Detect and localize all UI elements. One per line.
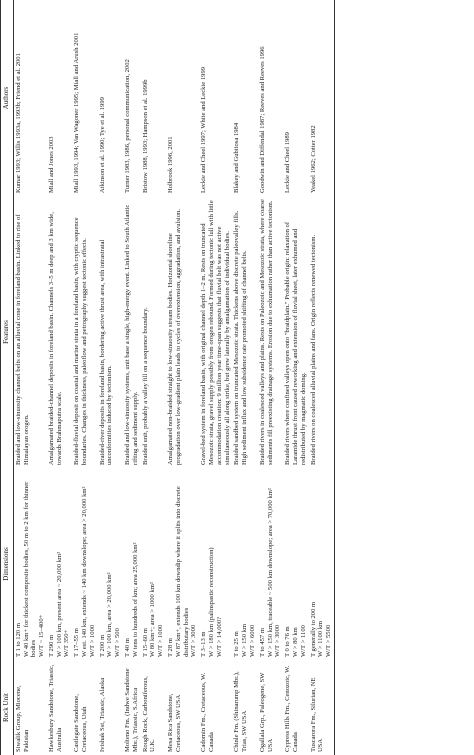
dimension-line: T 1 to 120 m xyxy=(14,623,22,657)
dimension-line: W > 80 km xyxy=(291,627,299,657)
dimensions-cell xyxy=(14,468,48,660)
rock-unit-cell: Cypress Hills Fm., Cenozoic, W. Canada xyxy=(284,665,299,752)
dimension-line: T 200 m xyxy=(98,634,106,657)
dimension-line: T to 25 m xyxy=(233,631,241,657)
header-rock-unit: Rock Unit xyxy=(1,660,14,755)
dimensions-cell xyxy=(73,468,98,660)
table-row xyxy=(124,0,142,755)
dimension-line: W > 100 km, present area ~ 20,000 km² xyxy=(55,551,63,657)
features-cell: Braided unit, probably a valley fill on a sequence boundary. xyxy=(141,307,149,465)
rock-unit-cell: Mesa Rica Sandstone, Cretaceous, SW USA xyxy=(167,693,182,752)
dimension-line: W > 1100 km xyxy=(317,620,325,657)
authors-cell: Yeakel 1962; Cotter 1982 xyxy=(309,0,335,196)
dimension-line: W > 150 km xyxy=(241,623,249,657)
table-row xyxy=(200,0,233,755)
dimensions-cell xyxy=(141,468,166,660)
table-row xyxy=(73,0,98,755)
dimensions-cell xyxy=(98,468,123,660)
dimension-line: W 87 km+, extends 100 km downdip where it splits into discrete distributary bodies xyxy=(174,486,190,657)
dimension-line: T to 457 m xyxy=(258,627,266,657)
dimension-line: W/T > 5500 xyxy=(325,624,333,657)
rock-unit-cell: Hawkesbury Sandstone, Triassic, Australia xyxy=(47,664,63,752)
table-row xyxy=(14,0,48,755)
dimensions-cell xyxy=(167,468,200,660)
header-dimensions: Dimensions xyxy=(1,468,14,660)
dimension-line: W > 180 km (palinspastic reconstruction) xyxy=(208,547,216,657)
table-row xyxy=(141,0,166,755)
rock-unit-cell: Siwalik Group, Miocene, Pakistan xyxy=(14,685,30,752)
dimensions-cell xyxy=(309,468,335,660)
table-row xyxy=(47,0,72,755)
dimension-line: W/T > 3000 xyxy=(274,624,282,657)
rock-unit-cell: Cadomin Fm., Cretaceous, W. Canada xyxy=(200,672,216,752)
dimension-line: W/T > 1000 xyxy=(88,624,96,657)
features-cell: Braided and low-sinuosity systems, unit base a single, high-energy event. Linked to South Atlantic rifting and sediment supply. xyxy=(124,204,139,465)
dimension-line: W/T > 1000 xyxy=(157,624,165,657)
dimension-line: T generally to 200 m xyxy=(309,601,317,657)
rock-unit-cell: Ivishak Sst, Triassic, Alaska xyxy=(98,677,106,752)
features-cell: Amalgamated non-braided straight to low-sinuosity stream bodies. Horizontal shoreline progradation over low-gradient plain leads to cycles of overextension, aggradation, and avulsion. xyxy=(167,209,182,465)
rock-unit-cell: Chinle Fm. (Shinarump Mbr.), Trias, SW USA xyxy=(233,671,249,752)
rock-unit-cell: Molteno Fm. (Indwe Sandstone Mbr.), Triassic, S.Africa xyxy=(124,668,139,752)
rock-unit-cell: Rough Rock, Carboniferous, U.K. xyxy=(141,676,157,752)
dimension-line: W tens to hundreds of km; area 25,000 km² xyxy=(131,542,139,657)
features-cell: Braided and low-sinuosity channel belts on an alluvial cone in foreland basin. Linked to rise of Himalayan orogen. xyxy=(14,214,30,465)
dimension-line: T 3–13 m xyxy=(200,631,208,657)
dimension-line: W/T > 3000 xyxy=(190,624,198,657)
rock-unit-cell: Castlegate Sandstone, Cretaceous, Utah xyxy=(73,694,89,752)
table-row xyxy=(284,0,309,755)
table-row xyxy=(167,0,200,755)
dimension-line: T 28 m xyxy=(167,638,175,657)
dimension-line: T 290 m xyxy=(47,634,55,657)
dimensions-cell xyxy=(200,468,233,660)
dimension-line: W 40 km+ for thickest composite bodies, 50 m to 2 km for thinner bodies xyxy=(22,481,38,657)
table-row xyxy=(258,0,283,755)
dimension-line: W/T > 6000 xyxy=(248,624,256,657)
table-row xyxy=(309,0,335,755)
table-header xyxy=(1,0,14,755)
authors-cell: Bristow 1988, 1993; Hampson et al. 1999b xyxy=(141,79,149,193)
features-cell: Braided rivers in coalesced valleys and plains. Rests on Paleozoic and Mesozoic strata, where coarse sediments fill preexisting drainage systems. Erosion due to exhumation rather than active tectonism. xyxy=(258,199,274,465)
dimensions-cell xyxy=(258,468,283,660)
dimension-line: W/T > 14,000? xyxy=(215,616,223,657)
features-cell: Braided rivers where confined valleys open onto "braidplain." Probable origin: relaxation of Laramide thrust front caused reworking and extension of fluvial sheet, later exhumed and redistributed by magmatic doming. xyxy=(284,221,307,465)
authors-cell: Miall 1993, 1994; Van Wagoner 1995; Miall and Arush 2001 xyxy=(73,32,81,193)
features-cell: Braided-river deposits in foreland basin, bordering active thrust area, with intrastratal unconformities induced by tectonism. xyxy=(98,239,114,465)
dimension-line: W est. 140 km, extends ~ 140 km downslope; area > 20,000 km² xyxy=(81,486,89,657)
header-features: Features xyxy=(1,196,14,468)
features-cell: Gravel-bed system in foreland basin, with original channel depth 1–2 m. Rests on truncated Mesozoic strata, gravel supply possibly from orogen rebound. Formed during tectonic lull with little accommodation creation: 9 million year time-span suggests that fluvial belt was not active simultaneously all along strike, but grew laterally by amalgamation of individual bodies. xyxy=(200,200,231,465)
authors-cell: Turner 1983, 1986, personal communication, 2002 xyxy=(124,59,132,193)
table-body xyxy=(14,0,335,755)
dimension-line: T 15–60 m xyxy=(141,628,149,657)
dimension-line: W/T ~ 15–400+ xyxy=(38,614,46,657)
authors-cell: Blakey and Gubitosa 1984 xyxy=(233,122,241,193)
table-row xyxy=(233,0,258,755)
dimensions-cell xyxy=(47,468,72,660)
dimensions-cell xyxy=(124,468,142,660)
features-cell: Braided sandbed system on truncated Mesozoic strata. Thickens above discrete paleovalley fills. High sediment influx and low subsidence rate promoted shifting of channel belts. xyxy=(233,210,249,465)
authors-cell: Leckie and Cheel 1997; White and Leckie 1999 xyxy=(200,66,208,193)
dimension-line: W > 100 km, area > 20,000 km² xyxy=(106,572,114,657)
rock-unit-cell: Tuscarora Fm., Silurian, NE USA xyxy=(309,660,335,755)
dimension-line: W/T > 1100 xyxy=(299,625,307,657)
authors-cell: Kumar 1993; Willis 1993a, 1993b; Friend et al. 2001 xyxy=(14,53,22,193)
rock-unit-cell: Ogallala Grp., Paleogene, SW USA xyxy=(258,672,274,752)
dimensions-cell xyxy=(233,468,258,660)
features-cell: Braided-fluvial deposit on coastal and marine strata in a foreland basin, with cryptic sequence boundaries. Changes in thickness, paleoflow and petrography suggest tectonic effects. xyxy=(73,217,89,465)
dimension-line: W > 150 km, traceable ~ 500 km downslope; area > 70,000 km² xyxy=(266,488,274,657)
header-authors: Authors xyxy=(1,0,14,196)
dimension-line: W/T > 500 xyxy=(114,628,122,657)
features-cell: Amalgamated braided-channel deposits in foreland basin. Channels 3–5 m deep and 3 km wide, towards Brahmaputra scale. xyxy=(47,212,63,465)
dimension-line: T 17–55 m xyxy=(73,628,81,657)
features-cell: Braided rivers on coalesced alluvial plains and fans. Origin reflects renewed tectonism. xyxy=(309,196,335,468)
authors-cell: Leckie and Cheel 1989 xyxy=(284,132,292,193)
dimension-line: W 80 km+; area > 1000 km² xyxy=(149,582,157,657)
dimension-line: W/T 350+ xyxy=(63,629,71,657)
table-row xyxy=(98,0,123,755)
dimensions-cell xyxy=(284,468,309,660)
authors-cell: Atkinson et al. 1990; Tye et al. 1999 xyxy=(98,97,106,193)
dimension-line: T 0 to 76 m xyxy=(284,626,292,657)
authors-cell: Miall and Jones 2003 xyxy=(47,136,55,193)
dimension-line: T 40 m xyxy=(124,638,132,657)
authors-cell: Goodwin and Diffendal 1987; Reeves and Reeves 1996 xyxy=(258,46,266,193)
authors-cell: Holbrook 1996, 2001 xyxy=(167,136,175,193)
